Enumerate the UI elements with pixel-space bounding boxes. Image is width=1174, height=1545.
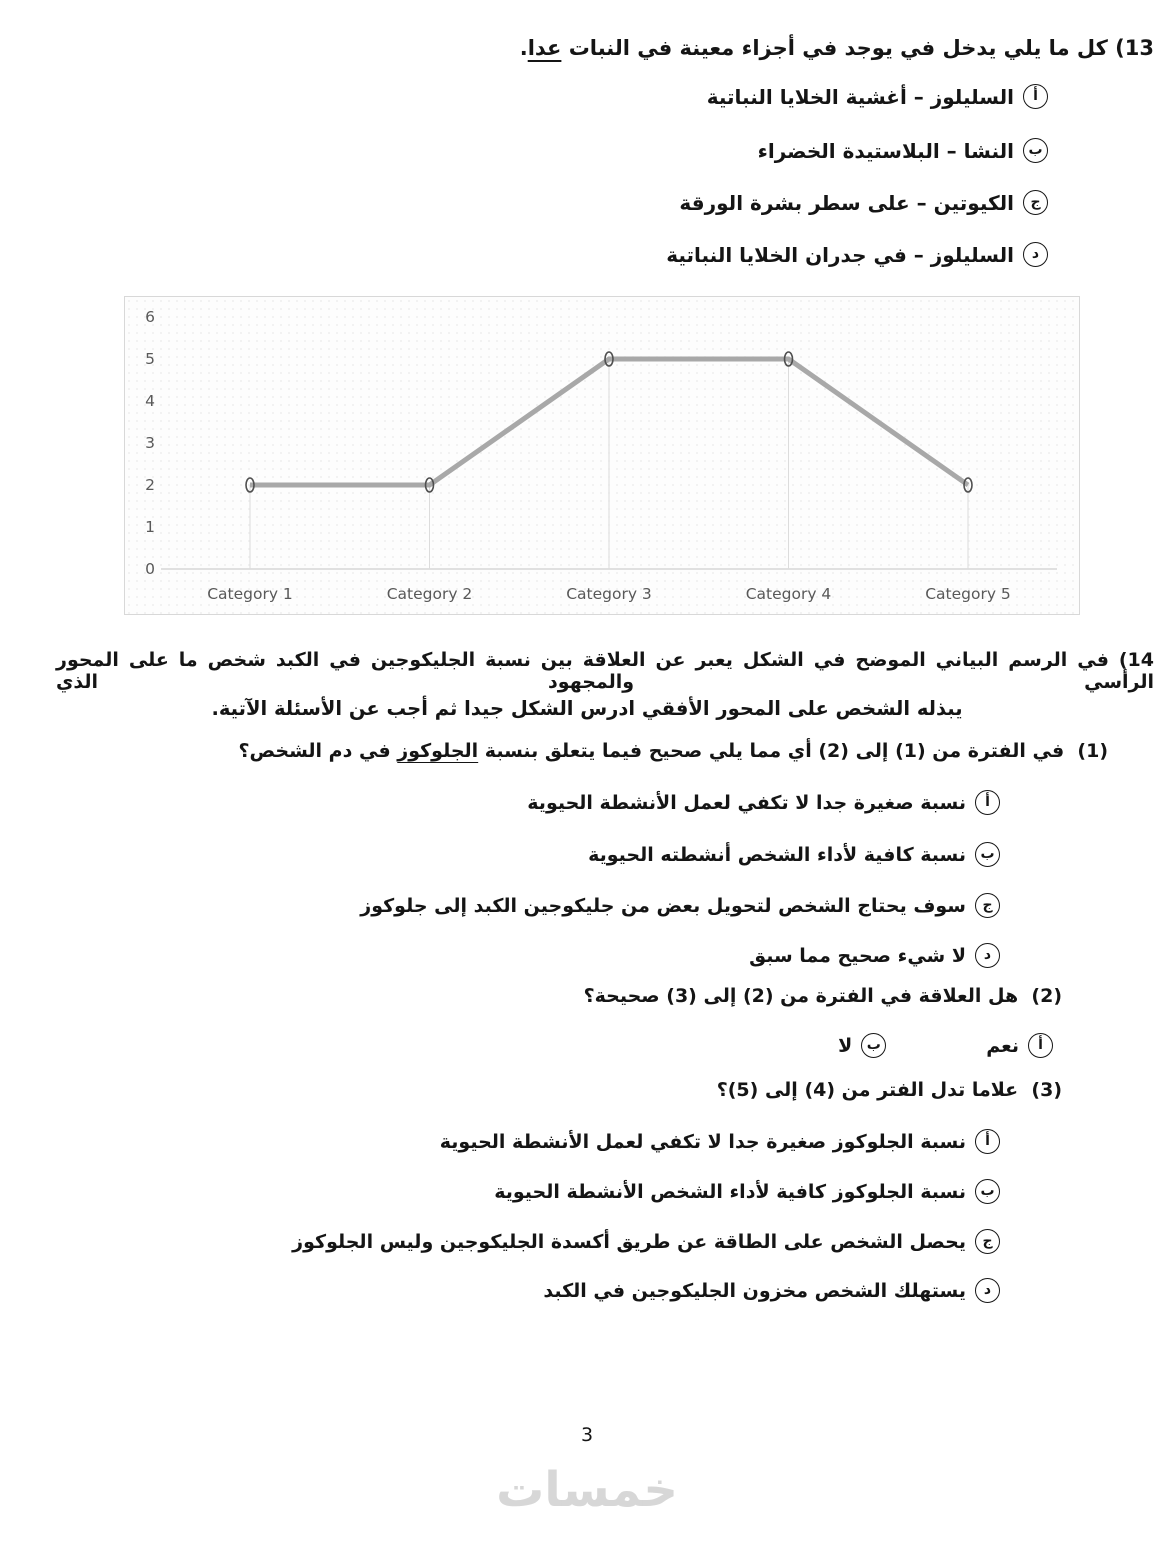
q14-sub1-option-b-letter-badge: ب bbox=[975, 842, 1000, 867]
q13-option-c-text: الكيوتين – على سطر بشرة الورقة bbox=[679, 190, 1014, 215]
q13-title-text: 13) كل ما يلي يدخل في يوجد في أجزاء معينة في النبات bbox=[561, 36, 1154, 60]
q14-sub3-label: (3) علاما تدل الفتر من (4) إلى (5)؟ bbox=[716, 1079, 1062, 1101]
svg-text:Category 3: Category 3 bbox=[566, 585, 652, 603]
q13-option-d-text: السليلوز – في جدران الخلايا النباتية bbox=[666, 242, 1014, 267]
svg-text:5: 5 bbox=[145, 350, 155, 368]
svg-text:4: 4 bbox=[145, 392, 155, 410]
q14-sub2-options-row bbox=[838, 1033, 1053, 1058]
q14-sub2-option-yes-text: نعم bbox=[986, 1034, 1019, 1057]
q14-sub1-option-a bbox=[527, 790, 1000, 815]
svg-text:Category 2: Category 2 bbox=[386, 585, 473, 603]
q14-sub1-underlined-word: الجلوكوز bbox=[397, 740, 479, 762]
q14-sub2-option-yes-letter-badge: أ bbox=[1028, 1033, 1053, 1058]
q14-sub3-option-b-text: نسبة الجلوكوز كافية لأداء الشخص الأنشطة الحيوية bbox=[494, 1180, 966, 1203]
q14-sub1-option-d-letter-badge: د bbox=[975, 943, 1000, 968]
q14-sub1-option-d-text: لا شيء صحيح مما سبق bbox=[749, 944, 966, 967]
q14-sub3-option-a-text: نسبة الجلوكوز صغيرة جدا لا تكفي لعمل الأنشطة الحيوية bbox=[439, 1130, 966, 1153]
q13-title-period: . bbox=[519, 36, 528, 60]
q14-sub3-option-d-text: يستهلك الشخص مخزون الجليكوجين في الكبد bbox=[543, 1279, 966, 1302]
q14-sub3-option-c-letter-badge: ج bbox=[975, 1229, 1000, 1254]
question-13-title bbox=[520, 36, 1154, 60]
q14-sub2-option-no-letter-badge: ب bbox=[861, 1033, 886, 1058]
q14-sub1-option-b bbox=[588, 842, 1000, 867]
q14-sub3-option-c-text: يحصل الشخص على الطاقة عن طريق أكسدة الجليكوجين وليس الجلوكوز bbox=[292, 1230, 966, 1253]
q13-option-a-letter-badge: أ bbox=[1023, 84, 1048, 109]
q13-option-c-letter-badge: ج bbox=[1023, 190, 1048, 215]
q14-sub3-option-c bbox=[292, 1229, 1000, 1254]
svg-text:3: 3 bbox=[145, 434, 155, 452]
q14-sub2-option-yes bbox=[986, 1033, 1053, 1058]
q14-sub3-option-b-letter-badge: ب bbox=[975, 1179, 1000, 1204]
svg-text:0: 0 bbox=[145, 560, 155, 578]
svg-text:Category 5: Category 5 bbox=[925, 585, 1011, 603]
q14-sub1-prefix: (1) في الفترة من (1) إلى (2) أي مما يلي صحيح فيما يتعلق بنسبة bbox=[478, 740, 1108, 762]
q14-sub3-option-b bbox=[494, 1179, 1000, 1204]
svg-text:6: 6 bbox=[145, 308, 155, 326]
khamsat-watermark-logo: خمسات bbox=[496, 1462, 678, 1518]
q14-sub1-option-c-letter-badge: ج bbox=[975, 893, 1000, 918]
q14-sub2-option-no bbox=[838, 1033, 886, 1058]
q14-sub1-option-c-text: سوف يحتاج الشخص لتحويل بعض من جليكوجين الكبد إلى جلوكوز bbox=[360, 894, 966, 917]
q13-option-c bbox=[679, 190, 1048, 215]
q14-sub3-option-d-letter-badge: د bbox=[975, 1278, 1000, 1303]
q14-sub3-option-a-letter-badge: أ bbox=[975, 1129, 1000, 1154]
q13-option-d bbox=[666, 242, 1048, 267]
svg-text:2: 2 bbox=[145, 476, 155, 494]
q14-sub2-label: (2) هل العلاقة في الفترة من (2) إلى (3) صحيحة؟ bbox=[583, 985, 1062, 1007]
q13-option-a-text: السليلوز – أغشية الخلايا النباتية bbox=[706, 84, 1014, 109]
q14-sub3-option-d bbox=[543, 1278, 1000, 1303]
q14-sub2-option-no-text: لا bbox=[838, 1034, 853, 1057]
q14-sub3-option-a bbox=[440, 1129, 1000, 1154]
svg-text:Category 4: Category 4 bbox=[745, 585, 832, 603]
question-14-title-line-1: 14) في الرسم البياني الموضح في الشكل يعبر عن العلاقة بين نسبة الجليكوجين في الكبد شخص ما على المحور الرأسي والمجهود الذي bbox=[56, 649, 1154, 693]
q14-sub1-option-d bbox=[749, 943, 1000, 968]
svg-text:Category 1: Category 1 bbox=[207, 585, 293, 603]
q14-sub1-option-c bbox=[360, 893, 1000, 918]
chart-canvas bbox=[125, 297, 1077, 612]
q14-sub1-option-b-text: نسبة كافية لأداء الشخص أنشطته الحيوية bbox=[588, 843, 966, 866]
q14-sub1-label bbox=[238, 740, 1108, 762]
q13-option-b-text: النشا – البلاستيدة الخضراء bbox=[757, 138, 1014, 163]
q13-option-a bbox=[707, 84, 1048, 109]
q13-option-b-letter-badge: ب bbox=[1023, 138, 1048, 163]
q14-sub1-suffix: في دم الشخص؟ bbox=[238, 740, 398, 762]
q13-option-d-letter-badge: د bbox=[1023, 242, 1048, 267]
svg-text:1: 1 bbox=[145, 518, 155, 536]
q13-option-b bbox=[758, 138, 1048, 163]
q13-title-underlined-word: عدا bbox=[527, 36, 562, 60]
q14-sub1-option-a-letter-badge: أ bbox=[975, 790, 1000, 815]
glycogen-effort-line-chart bbox=[124, 296, 1080, 615]
page-number: 3 bbox=[580, 1424, 594, 1446]
question-14-title-line-2: يبذله الشخص على المحور الأفقي ادرس الشكل جيدا ثم أجب عن الأسئلة الآتية. bbox=[211, 697, 963, 720]
q14-sub1-option-a-text: نسبة صغيرة جدا لا تكفي لعمل الأنشطة الحيوية bbox=[527, 791, 966, 814]
